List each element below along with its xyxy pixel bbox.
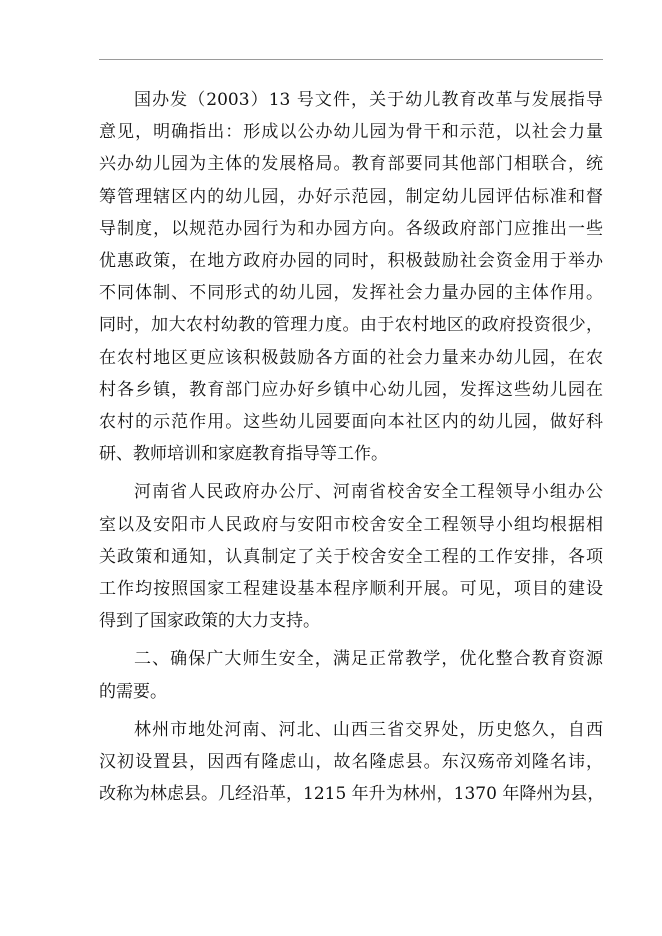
text-line: 关政策和通知，认真制定了关于校舍安全工程的工作安排，各项 (99, 546, 603, 567)
text-line: 优惠政策，在地方政府办园的同时，积极鼓励社会资金用于举办 (99, 251, 603, 272)
text-line: 在农村地区更应该积极鼓励各方面的社会力量来办幼儿园，在农 (99, 347, 603, 368)
text-line: 二、确保广大师生安全，满足正常教学，优化整合教育资源 (134, 649, 603, 670)
text-line: 农村的示范作用。这些幼儿园要面向本社区内的幼儿园，做好科 (99, 412, 603, 433)
text-line: 林州市地处河南、河北、山西三省交界处，历史悠久，自西 (134, 719, 603, 740)
section-heading-two (99, 643, 603, 707)
text-line: 意见，明确指出：形成以公办幼儿园为骨干和示范，以社会力量 (99, 122, 603, 143)
text-line: 研、教师培训和家庭教育指导等工作。 (99, 444, 388, 465)
document-body (99, 84, 603, 816)
header-rule (99, 59, 603, 60)
text-line: 改称为林虑县。几经沿革，1215 年升为林州，1370 年降州为县， (99, 784, 605, 805)
paragraph-henan-support (99, 476, 603, 637)
text-line: 得到了国家政策的大力支持。 (99, 611, 320, 632)
text-line: 导制度，以规范办园行为和办园方向。各级政府部门应推出一些 (99, 218, 603, 239)
text-line: 筹管理辖区内的幼儿园，办好示范园，制定幼儿园评估标准和督 (99, 186, 603, 207)
text-line: 河南省人民政府办公厅、河南省校舍安全工程领导小组办公 (134, 482, 603, 503)
text-line: 兴办幼儿园为主体的发展格局。教育部要同其他部门相联合，统 (99, 154, 603, 175)
text-line: 工作均按照国家工程建设基本程序顺利开展。可见，项目的建设 (99, 579, 603, 600)
paragraph-policy (99, 84, 603, 470)
text-line: 室以及安阳市人民政府与安阳市校舍安全工程领导小组均根据相 (99, 514, 603, 535)
text-line: 同时，加大农村幼教的管理力度。由于农村地区的政府投资很少， (99, 315, 603, 336)
paragraph-linzhou-history (99, 714, 603, 811)
text-line: 村各乡镇，教育部门应办好乡镇中心幼儿园，发挥这些幼儿园在 (99, 379, 603, 400)
text-line: 国办发（2003）13 号文件，关于幼儿教育改革与发展指导 (134, 90, 603, 110)
text-line: 的需要。 (99, 681, 167, 702)
text-line: 汉初设置县，因西有隆虑山，故名隆虑县。东汉殇帝刘隆名讳， (99, 752, 603, 773)
text-line: 不同体制、不同形式的幼儿园，发挥社会力量办园的主体作用。 (99, 283, 603, 304)
